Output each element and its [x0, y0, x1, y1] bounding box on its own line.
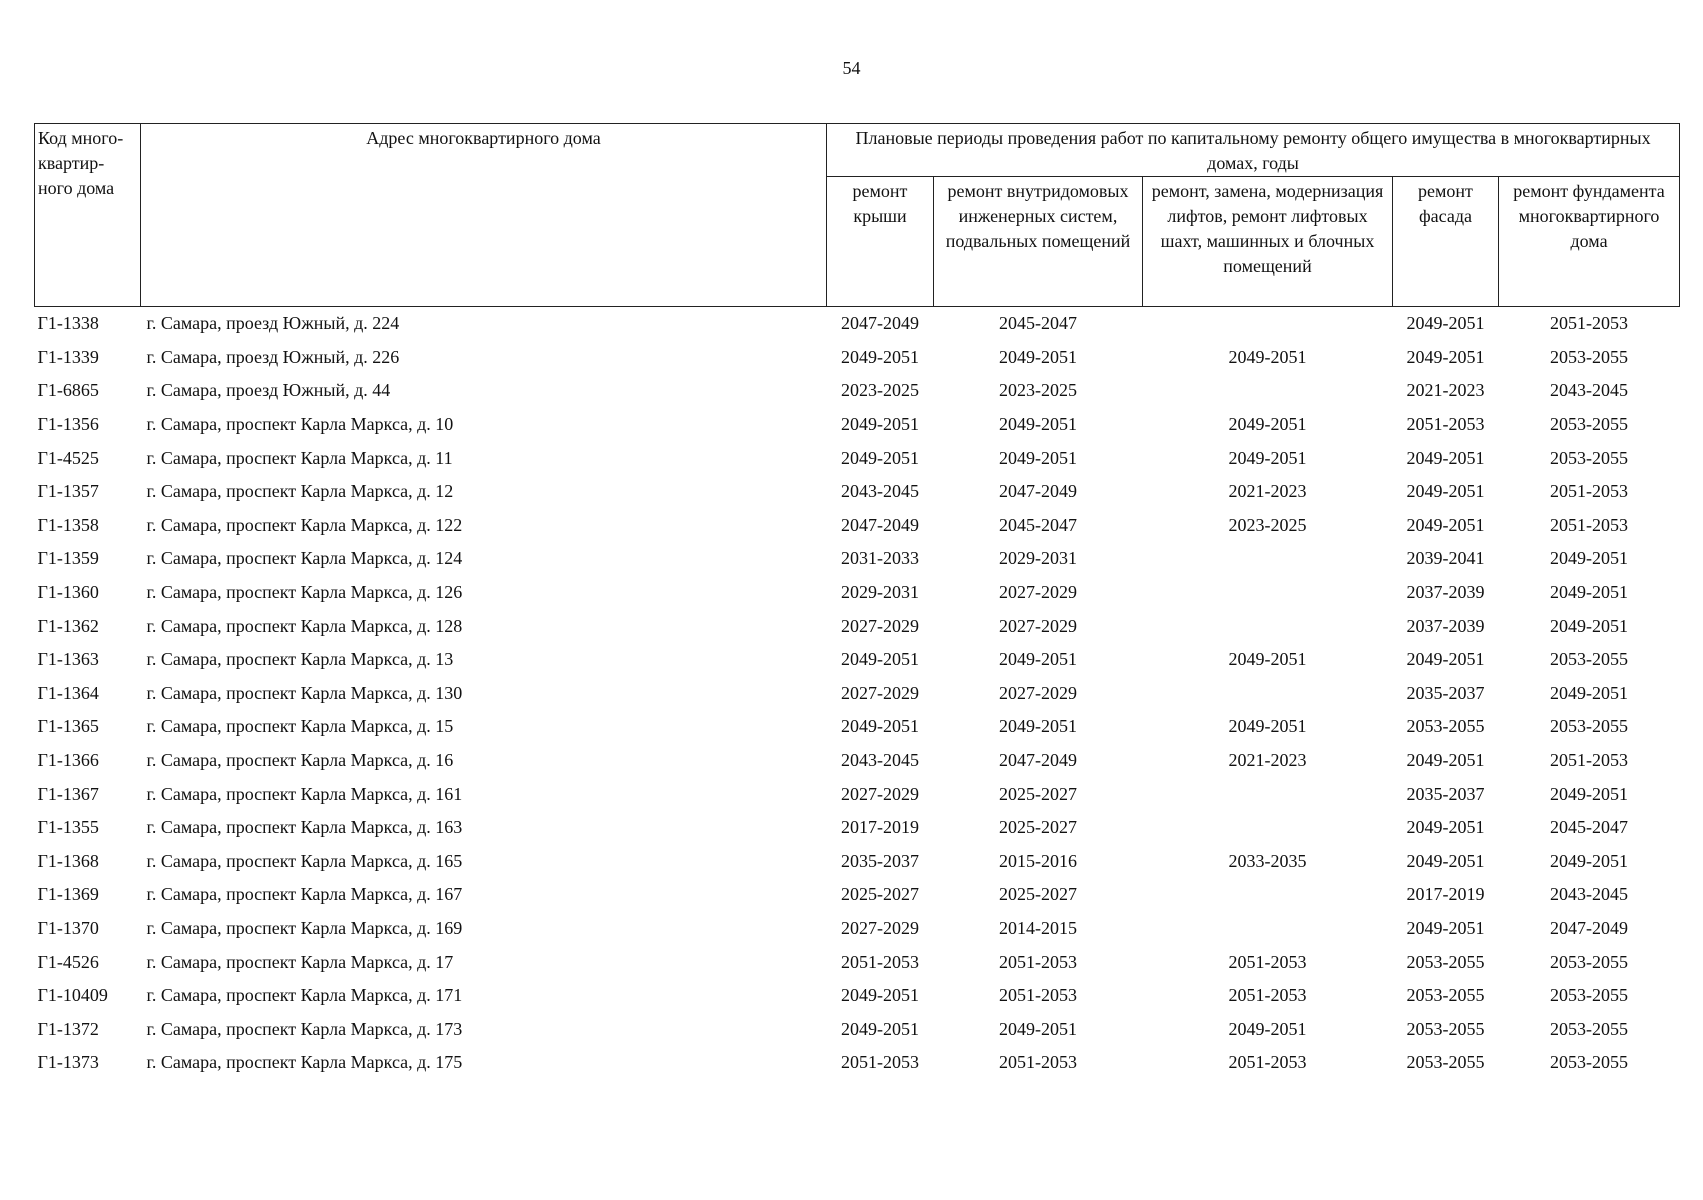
cell-code: Г1-1365: [37, 716, 99, 737]
cell-elevators: 2051-2053: [1228, 1052, 1307, 1073]
cell-elevators: [1143, 609, 1393, 643]
table-header: [35, 124, 1680, 307]
cell-facade: 2053-2055: [1406, 716, 1485, 737]
cell-facade: 2049-2051: [1406, 514, 1485, 535]
cell-foundation: 2053-2055: [1550, 1052, 1629, 1073]
cell-code: Г1-10409: [37, 985, 108, 1006]
table-row: [35, 307, 1680, 341]
cell-elevators: 2033-2035: [1228, 850, 1307, 871]
table-row: [35, 845, 1680, 879]
cell-facade: 2049-2051: [1406, 313, 1485, 334]
cell-elevators: [1143, 677, 1393, 711]
table-row: [35, 912, 1680, 946]
cell-code: Г1-6865: [37, 380, 99, 401]
cell-engineering: 2027-2029: [999, 615, 1077, 636]
cell-roof: 2023-2025: [841, 380, 919, 401]
cell-address: г. Самара, проезд Южный, д. 224: [146, 313, 400, 334]
cell-facade: 2049-2051: [1406, 447, 1485, 468]
cell-engineering: 2025-2027: [999, 783, 1077, 804]
cell-address: г. Самара, проспект Карла Маркса, д. 10: [146, 414, 454, 435]
cell-foundation: 2049-2051: [1550, 615, 1629, 636]
cell-engineering: 2027-2029: [999, 582, 1077, 603]
cell-roof: 2035-2037: [841, 850, 919, 871]
cell-foundation: 2053-2055: [1550, 414, 1629, 435]
table-row: [35, 744, 1680, 778]
cell-elevators: 2049-2051: [1228, 447, 1307, 468]
cell-foundation: 2051-2053: [1550, 750, 1629, 771]
cell-elevators: 2051-2053: [1228, 951, 1307, 972]
cell-address: г. Самара, проспект Карла Маркса, д. 126: [146, 582, 463, 603]
cell-facade: 2017-2019: [1406, 884, 1485, 905]
cell-code: Г1-1339: [37, 346, 99, 367]
cell-facade: 2037-2039: [1406, 615, 1485, 636]
cell-elevators: 2049-2051: [1228, 414, 1307, 435]
cell-facade: 2049-2051: [1406, 850, 1485, 871]
cell-foundation: 2053-2055: [1550, 447, 1629, 468]
header-address: Адрес многоквартирного дома: [141, 124, 827, 307]
cell-code: Г1-1369: [37, 884, 99, 905]
cell-code: Г1-1357: [37, 481, 99, 502]
cell-address: г. Самара, проспект Карла Маркса, д. 16: [146, 750, 454, 771]
cell-elevators: [1143, 777, 1393, 811]
cell-address: г. Самара, проспект Карла Маркса, д. 13: [146, 649, 454, 670]
cell-roof: 2043-2045: [841, 750, 919, 771]
cell-code: Г1-1363: [37, 649, 99, 670]
cell-code: Г1-1359: [37, 548, 99, 569]
cell-code: Г1-4526: [37, 951, 99, 972]
table-row: [35, 979, 1680, 1013]
capital-repair-table: [34, 123, 1680, 1080]
cell-address: г. Самара, проспект Карла Маркса, д. 124: [146, 548, 463, 569]
cell-roof: 2027-2029: [841, 615, 919, 636]
cell-facade: 2039-2041: [1406, 548, 1485, 569]
cell-roof: 2049-2051: [841, 447, 919, 468]
cell-facade: 2035-2037: [1406, 783, 1485, 804]
cell-foundation: 2053-2055: [1550, 985, 1629, 1006]
cell-foundation: 2053-2055: [1550, 716, 1629, 737]
cell-facade: 2035-2037: [1406, 682, 1485, 703]
cell-roof: 2049-2051: [841, 649, 919, 670]
cell-facade: 2049-2051: [1406, 917, 1485, 938]
cell-foundation: 2049-2051: [1550, 582, 1629, 603]
cell-roof: 2027-2029: [841, 917, 919, 938]
cell-address: г. Самара, проспект Карла Маркса, д. 161: [146, 783, 463, 804]
cell-elevators: 2051-2053: [1228, 985, 1307, 1006]
cell-code: Г1-1338: [37, 313, 99, 334]
cell-roof: 2051-2053: [841, 1052, 919, 1073]
cell-address: г. Самара, проспект Карла Маркса, д. 175: [146, 1052, 463, 1073]
header-facade: ремонт фасада: [1393, 177, 1499, 307]
cell-foundation: 2049-2051: [1550, 682, 1629, 703]
cell-address: г. Самара, проспект Карла Маркса, д. 17: [146, 951, 454, 972]
cell-engineering: 2049-2051: [999, 716, 1077, 737]
table-row: [35, 811, 1680, 845]
cell-elevators: 2021-2023: [1228, 481, 1307, 502]
cell-elevators: [1143, 912, 1393, 946]
cell-facade: 2049-2051: [1406, 346, 1485, 367]
cell-engineering: 2049-2051: [999, 346, 1077, 367]
cell-elevators: [1143, 374, 1393, 408]
cell-roof: 2017-2019: [841, 817, 919, 838]
cell-roof: 2047-2049: [841, 313, 919, 334]
cell-engineering: 2049-2051: [999, 414, 1077, 435]
table-row: [35, 542, 1680, 576]
cell-code: Г1-1360: [37, 582, 99, 603]
cell-foundation: 2051-2053: [1550, 481, 1629, 502]
cell-code: Г1-1362: [37, 615, 99, 636]
cell-address: г. Самара, проспект Карла Маркса, д. 12: [146, 481, 454, 502]
cell-roof: 2049-2051: [841, 1018, 919, 1039]
cell-engineering: 2014-2015: [999, 917, 1077, 938]
cell-facade: 2037-2039: [1406, 582, 1485, 603]
cell-foundation: 2053-2055: [1550, 346, 1629, 367]
header-roof: ремонт крыши: [827, 177, 934, 307]
cell-roof: 2049-2051: [841, 414, 919, 435]
cell-address: г. Самара, проспект Карла Маркса, д. 169: [146, 917, 463, 938]
cell-address: г. Самара, проспект Карла Маркса, д. 15: [146, 716, 454, 737]
table-row: [35, 576, 1680, 610]
cell-engineering: 2049-2051: [999, 649, 1077, 670]
cell-facade: 2049-2051: [1406, 817, 1485, 838]
table-row: [35, 1046, 1680, 1080]
cell-elevators: 2049-2051: [1228, 1018, 1307, 1039]
cell-code: Г1-1364: [37, 682, 99, 703]
cell-foundation: 2053-2055: [1550, 1018, 1629, 1039]
capital-repair-table-container: [34, 123, 1679, 1080]
table-body: [35, 307, 1680, 1080]
cell-engineering: 2045-2047: [999, 313, 1077, 334]
cell-roof: 2049-2051: [841, 716, 919, 737]
table-row: [35, 341, 1680, 375]
cell-code: Г1-4525: [37, 447, 99, 468]
cell-foundation: 2049-2051: [1550, 850, 1629, 871]
cell-engineering: 2025-2027: [999, 817, 1077, 838]
cell-engineering: 2015-2016: [999, 850, 1077, 871]
cell-roof: 2047-2049: [841, 514, 919, 535]
cell-roof: 2031-2033: [841, 548, 919, 569]
cell-facade: 2049-2051: [1406, 481, 1485, 502]
table-row: [35, 643, 1680, 677]
cell-address: г. Самара, проспект Карла Маркса, д. 128: [146, 615, 463, 636]
cell-address: г. Самара, проспект Карла Маркса, д. 173: [146, 1018, 463, 1039]
cell-address: г. Самара, проспект Карла Маркса, д. 11: [146, 447, 453, 468]
cell-roof: 2043-2045: [841, 481, 919, 502]
cell-code: Г1-1366: [37, 750, 99, 771]
cell-address: г. Самара, проезд Южный, д. 226: [146, 346, 400, 367]
cell-foundation: 2049-2051: [1550, 548, 1629, 569]
table-row: [35, 945, 1680, 979]
cell-facade: 2053-2055: [1406, 1018, 1485, 1039]
cell-engineering: 2049-2051: [999, 447, 1077, 468]
cell-foundation: 2051-2053: [1550, 313, 1629, 334]
cell-roof: 2029-2031: [841, 582, 919, 603]
cell-address: г. Самара, проспект Карла Маркса, д. 130: [146, 682, 463, 703]
cell-engineering: 2029-2031: [999, 548, 1077, 569]
cell-foundation: 2047-2049: [1550, 917, 1629, 938]
header-elevators: ремонт, замена, модернизация лифтов, ремонт лифтовых шахт, машинных и блочных помещений: [1143, 177, 1393, 307]
cell-code: Г1-1355: [37, 817, 99, 838]
table-row: [35, 509, 1680, 543]
cell-address: г. Самара, проспект Карла Маркса, д. 163: [146, 817, 463, 838]
header-code: Код много-квартир-ного дома: [35, 124, 141, 307]
page-number: 54: [842, 58, 861, 78]
cell-roof: 2027-2029: [841, 682, 919, 703]
cell-engineering: 2047-2049: [999, 481, 1077, 502]
cell-facade: 2049-2051: [1406, 750, 1485, 771]
cell-elevators: [1143, 576, 1393, 610]
cell-code: Г1-1373: [37, 1052, 99, 1073]
table-row: [35, 878, 1680, 912]
cell-code: Г1-1367: [37, 783, 99, 804]
header-periods-group: Плановые периоды проведения работ по капитальному ремонту общего имущества в многоквартирных домах, годы: [827, 124, 1680, 177]
cell-facade: 2053-2055: [1406, 951, 1485, 972]
cell-engineering: 2051-2053: [999, 985, 1077, 1006]
cell-facade: 2053-2055: [1406, 1052, 1485, 1073]
cell-roof: 2049-2051: [841, 346, 919, 367]
cell-elevators: 2049-2051: [1228, 649, 1307, 670]
cell-engineering: 2045-2047: [999, 514, 1077, 535]
header-foundation: ремонт фундамента многоквартирного дома: [1499, 177, 1680, 307]
cell-foundation: 2051-2053: [1550, 514, 1629, 535]
table-row: [35, 1012, 1680, 1046]
cell-address: г. Самара, проспект Карла Маркса, д. 165: [146, 850, 463, 871]
cell-foundation: 2053-2055: [1550, 951, 1629, 972]
table-row: [35, 441, 1680, 475]
cell-elevators: 2021-2023: [1228, 750, 1307, 771]
cell-facade: 2021-2023: [1406, 380, 1485, 401]
table-row: [35, 475, 1680, 509]
cell-code: Г1-1372: [37, 1018, 99, 1039]
cell-engineering: 2051-2053: [999, 951, 1077, 972]
cell-facade: 2049-2051: [1406, 649, 1485, 670]
cell-engineering: 2049-2051: [999, 1018, 1077, 1039]
cell-foundation: 2049-2051: [1550, 783, 1629, 804]
table-row: [35, 710, 1680, 744]
cell-foundation: 2053-2055: [1550, 649, 1629, 670]
header-engineering: ремонт внутридомовых инженерных систем, подвальных помещений: [934, 177, 1143, 307]
table-row: [35, 408, 1680, 442]
cell-elevators: [1143, 811, 1393, 845]
cell-address: г. Самара, проезд Южный, д. 44: [146, 380, 391, 401]
cell-address: г. Самара, проспект Карла Маркса, д. 171: [146, 985, 463, 1006]
cell-engineering: 2051-2053: [999, 1052, 1077, 1073]
cell-roof: 2051-2053: [841, 951, 919, 972]
table-row: [35, 677, 1680, 711]
cell-code: Г1-1358: [37, 514, 99, 535]
cell-foundation: 2043-2045: [1550, 884, 1629, 905]
cell-engineering: 2047-2049: [999, 750, 1077, 771]
cell-code: Г1-1368: [37, 850, 99, 871]
cell-engineering: 2027-2029: [999, 682, 1077, 703]
cell-facade: 2053-2055: [1406, 985, 1485, 1006]
cell-roof: 2049-2051: [841, 985, 919, 1006]
cell-elevators: [1143, 878, 1393, 912]
cell-elevators: [1143, 542, 1393, 576]
table-row: [35, 777, 1680, 811]
cell-roof: 2027-2029: [841, 783, 919, 804]
cell-roof: 2025-2027: [841, 884, 919, 905]
cell-facade: 2051-2053: [1406, 414, 1485, 435]
cell-address: г. Самара, проспект Карла Маркса, д. 167: [146, 884, 463, 905]
cell-elevators: 2049-2051: [1228, 346, 1307, 367]
cell-foundation: 2043-2045: [1550, 380, 1629, 401]
table-row: [35, 609, 1680, 643]
cell-elevators: [1143, 307, 1393, 341]
cell-elevators: 2023-2025: [1228, 514, 1307, 535]
cell-engineering: 2023-2025: [999, 380, 1077, 401]
cell-code: Г1-1370: [37, 917, 99, 938]
cell-code: Г1-1356: [37, 414, 99, 435]
table-row: [35, 374, 1680, 408]
cell-foundation: 2045-2047: [1550, 817, 1629, 838]
cell-engineering: 2025-2027: [999, 884, 1077, 905]
cell-address: г. Самара, проспект Карла Маркса, д. 122: [146, 514, 463, 535]
cell-elevators: 2049-2051: [1228, 716, 1307, 737]
